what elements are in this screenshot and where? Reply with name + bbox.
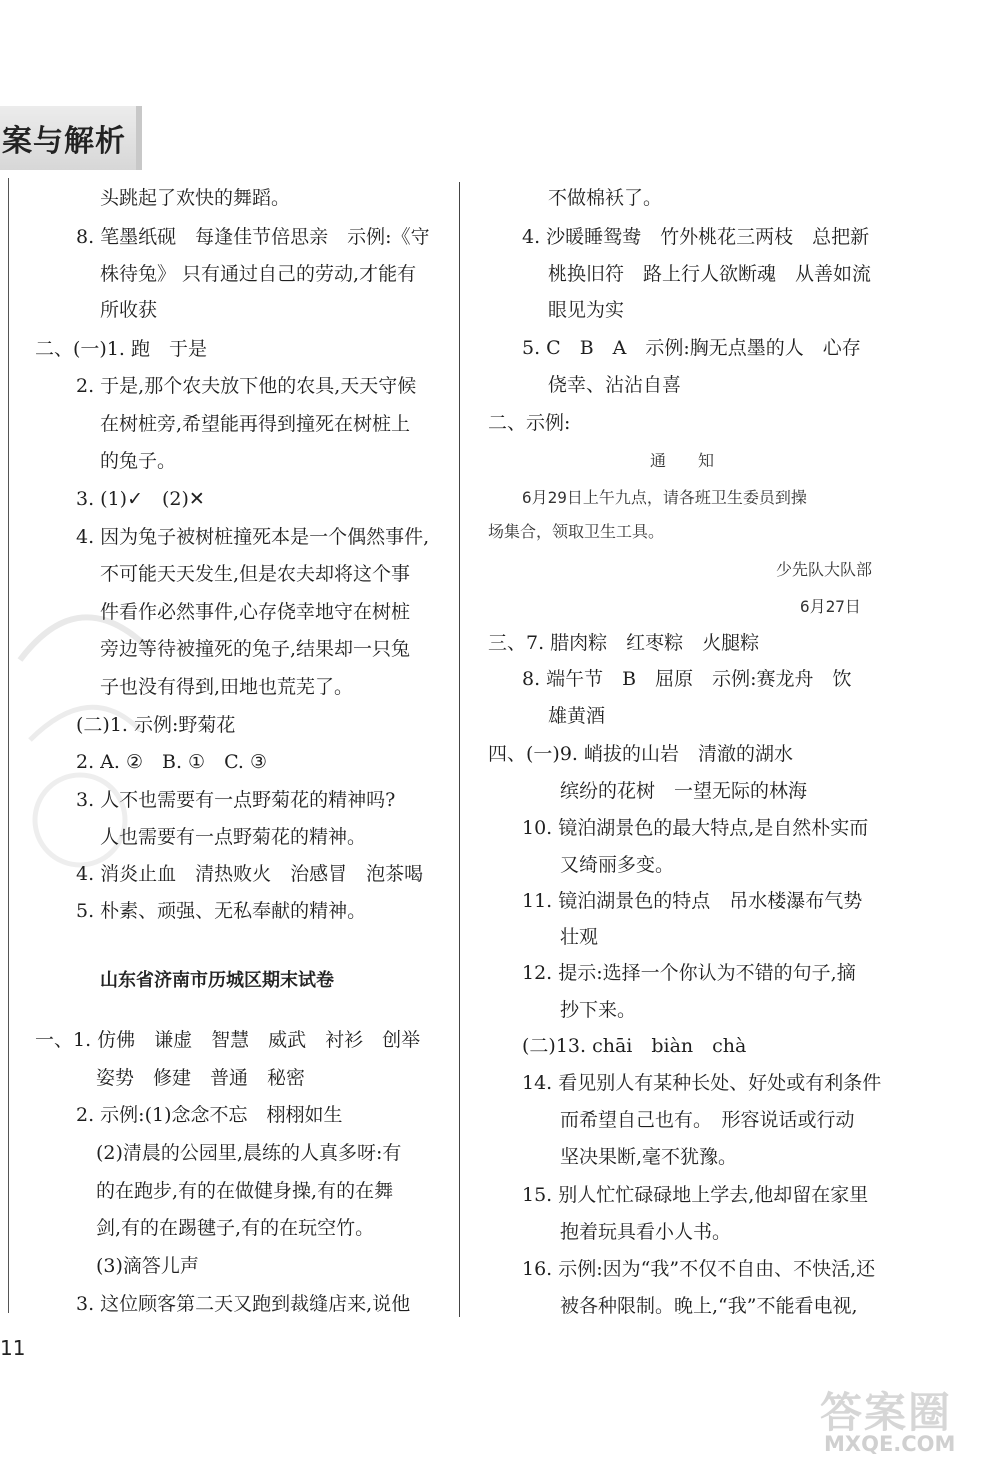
answer-line: 桃换旧符 路上行人欲断魂 从善如流	[548, 263, 872, 285]
answer-line: 8. 笔墨纸砚 每逢佳节倍思亲 示例:《守	[76, 226, 430, 248]
section-header-tab	[0, 106, 142, 170]
answer-line: 眼见为实	[548, 299, 625, 321]
answer-line: 不做棉袄了。	[548, 187, 663, 209]
notice-title: 通 知	[650, 451, 715, 470]
answer-line: 的在跑步,有的在做健身操,有的在舞	[96, 1180, 394, 1202]
watermark-url: MXQE.COM	[824, 1432, 956, 1456]
answer-line: 3. 人不也需要有一点野菊花的精神吗?	[76, 789, 396, 811]
answer-line: 8. 端午节 B 屈原 示例:赛龙舟 饮	[522, 668, 852, 690]
answer-line: 5. 朴素、顽强、无私奉献的精神。	[76, 900, 367, 922]
answer-line: 二、示例:	[488, 412, 571, 434]
answer-line: 子也没有得到,田地也荒芜了。	[100, 676, 354, 698]
answer-line: 人也需要有一点野菊花的精神。	[100, 826, 367, 848]
answer-line: (二)1. 示例:野菊花	[76, 714, 236, 736]
answer-line: 4. 消炎止血 清热败火 治感冒 泡茶喝	[76, 863, 424, 885]
notice-signer: 少先队大队部	[776, 560, 873, 579]
section-header-title: 案与解析	[2, 124, 126, 159]
answer-line: 侥幸、沾沾自喜	[548, 374, 682, 396]
page-number: 11	[0, 1336, 26, 1360]
answer-line: 4. 因为兔子被树桩撞死本是一个偶然事件,	[76, 526, 430, 548]
answer-line: 件看作必然事件,心存侥幸地守在树桩	[100, 601, 411, 623]
answer-line: 壮观	[560, 926, 599, 948]
notice-body: 场集合，领取卫生工具。	[488, 522, 665, 541]
answer-line: 三、7. 腊肉粽 红枣粽 火腿粽	[488, 632, 760, 654]
answer-line: 一、1. 仿佛 谦虚 智慧 威武 衬衫 创举	[35, 1029, 421, 1051]
answer-line: 在树桩旁,希望能再得到撞死在树桩上	[100, 413, 411, 435]
answer-line: 姿势 修建 普通 秘密	[96, 1067, 306, 1089]
answer-line: 2. 于是,那个农夫放下他的农具,天天守候	[76, 375, 417, 397]
answer-line: 12. 提示:选择一个你认为不错的句子,摘	[522, 962, 856, 984]
answer-line: 头跳起了欢快的舞蹈。	[100, 187, 291, 209]
answer-line: 二、(一)1. 跑 于是	[35, 338, 207, 360]
answer-line: 又绮丽多变。	[560, 854, 675, 876]
exam-section-title: 山东省济南市历城区期末试卷	[100, 970, 334, 991]
answer-line: 不可能天天发生,但是农夫却将这个事	[100, 563, 411, 585]
answer-line: 而希望自己也有。 形容说话或行动	[560, 1109, 855, 1131]
watermark-logo	[820, 1380, 995, 1458]
answer-line: 2. A. ② B. ① C. ③	[76, 751, 268, 773]
answer-line: (二)13. chāi biàn chà	[522, 1035, 747, 1057]
answer-line: 3. (1)✓ (2)✕	[76, 488, 205, 510]
answer-line: 3. 这位顾客第二天又跑到裁缝店来,说他	[76, 1293, 411, 1315]
answer-line: (2)清晨的公园里,晨练的人真多呀:有	[96, 1142, 402, 1164]
notice-body: 6月29日上午九点，请各班卫生委员到操	[522, 488, 807, 507]
answer-line: 旁边等待被撞死的兔子,结果却一只兔	[100, 638, 411, 660]
answer-line: 16. 示例:因为“我”不仅不自由、不快活,还	[522, 1258, 876, 1280]
answer-line: 剑,有的在踢毽子,有的在玩空竹。	[96, 1217, 375, 1239]
answer-line: 14. 看见别人有某种长处、好处或有利条件	[522, 1072, 882, 1094]
answer-line: 抄下来。	[560, 999, 637, 1021]
answer-line: 所收获	[100, 299, 158, 321]
watermark-mark: 答案圈	[820, 1388, 953, 1437]
answer-line: 11. 镜泊湖景色的特点 吊水楼瀑布气势	[522, 890, 863, 912]
answer-line: 15. 别人忙忙碌碌地上学去,他却留在家里	[522, 1184, 869, 1206]
answer-line: 5. C B A 示例:胸无点墨的人 心存	[522, 337, 861, 359]
left-margin-rule	[8, 178, 9, 1313]
answer-line: (3)滴答儿声	[96, 1255, 199, 1277]
answer-line: 被各种限制。晚上,“我”不能看电视,	[560, 1295, 858, 1317]
answer-line: 坚决果断,毫不犹豫。	[560, 1146, 738, 1168]
column-divider	[459, 182, 460, 1317]
answer-line: 2. 示例:(1)念念不忘 栩栩如生	[76, 1104, 343, 1126]
answer-line: 缤纷的花树 一望无际的林海	[560, 780, 808, 802]
answer-line: 雄黄酒	[548, 705, 606, 727]
answer-line: 四、(一)9. 峭拔的山岩 清澈的湖水	[488, 743, 793, 765]
answer-line: 10. 镜泊湖景色的最大特点,是自然朴实而	[522, 817, 869, 839]
answer-line: 抱着玩具看小人书。	[560, 1221, 732, 1243]
answer-line: 4. 沙暖睡鸳鸯 竹外桃花三两枝 总把新	[522, 226, 870, 248]
answer-line: 株待兔》 只有通过自己的劳动,才能有	[100, 263, 417, 285]
notice-date: 6月27日	[800, 597, 861, 616]
answer-line: 的兔子。	[100, 450, 177, 472]
